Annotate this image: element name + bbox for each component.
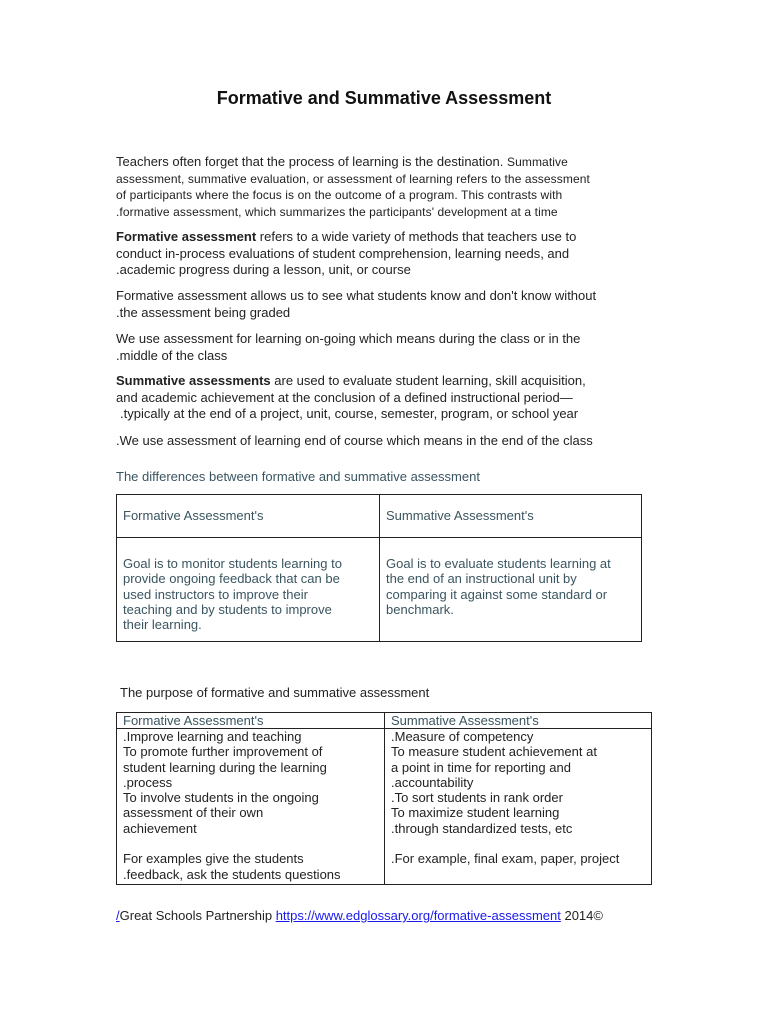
page-title: Formative and Summative Assessment [216, 88, 552, 108]
list-item: student learning during the learning [123, 759, 327, 775]
purpose-header-summative: Summative Assessment's [385, 713, 652, 729]
table-row [117, 713, 652, 729]
summative-term: Summative assessments [116, 373, 271, 388]
assessment-of-paragraph [116, 433, 656, 450]
footer-slash-link[interactable]: / [116, 908, 120, 923]
intro-paragraph [116, 154, 656, 220]
list-item: Goal is to monitor students learning to [123, 556, 342, 571]
list-item: .Measure of competency [391, 729, 534, 744]
differences-table [116, 494, 642, 642]
list-item: .For example, final exam, paper, project [391, 851, 620, 867]
list-item: their learning. [123, 617, 202, 633]
purpose-formative-cell [117, 729, 385, 885]
formative-definition [116, 229, 656, 279]
list-item: the end of an instructional unit by [386, 571, 577, 587]
formative-allows-paragraph [116, 288, 656, 321]
intro-line-3: of participants where the focus is on the outcome of a program. This contrasts with [116, 188, 563, 202]
intro-line-4: .formative assessment, which summarizes the participants' development at a time [116, 204, 558, 219]
formative-def-line-1: refers to a wide variety of methods that teachers use to [256, 229, 577, 244]
purpose-summative-cell [385, 729, 652, 885]
list-item: Goal is to evaluate students learning at [386, 556, 611, 571]
list-item: For examples give the students [123, 851, 304, 867]
purpose-caption: The purpose of formative and summative assessment [120, 685, 430, 700]
list-item: To maximize student learning [391, 805, 560, 821]
formative-allows-line-2: .the assessment being graded [116, 304, 291, 320]
differences-formative-cell [117, 538, 380, 642]
summative-def-line-2: and academic achievement at the conclusion of a defined instructional period— [116, 389, 573, 405]
list-item: benchmark. [386, 601, 454, 617]
differences-caption: The differences between formative and summative assessment [116, 469, 480, 484]
table-row [117, 729, 652, 885]
assessment-for-line-2: .middle of the class [116, 347, 228, 363]
list-item: To involve students in the ongoing [123, 790, 319, 806]
differences-header-formative: Formative Assessment's [117, 495, 380, 538]
list-item: To promote further improvement of [123, 744, 323, 760]
table-row [117, 538, 642, 642]
intro-line-2: assessment, summative evaluation, or assessment of learning refers to the assessment [116, 171, 590, 186]
footer-url-link[interactable]: https://www.edglossary.org/formative-assessment [275, 908, 561, 923]
summative-def-line-1: are used to evaluate student learning, skill acquisition, [270, 373, 586, 388]
formative-def-line-2: conduct in-process evaluations of student comprehension, learning needs, and [116, 245, 570, 261]
list-item: a point in time for reporting and [391, 759, 571, 775]
list-item: used instructors to improve their [123, 586, 308, 602]
list-item: To measure student achievement at [391, 744, 597, 760]
formative-allows-line-1: Formative assessment allows us to see what students know and don't know without [116, 288, 597, 303]
list-item: .feedback, ask the students questions [123, 866, 341, 882]
list-item: .To sort students in rank order [391, 790, 563, 806]
purpose-table [116, 712, 652, 885]
intro-line-1b: Summative [506, 155, 568, 169]
differences-header-summative: Summative Assessment's [380, 495, 642, 538]
list-item: .accountability [391, 774, 474, 790]
list-item: provide ongoing feedback that can be [123, 571, 340, 587]
list-item: teaching and by students to improve [123, 601, 332, 617]
list-item: .Improve learning and teaching [123, 729, 302, 744]
list-item: .process [123, 774, 173, 790]
footer-citation [116, 908, 603, 923]
spacer [123, 836, 378, 851]
summative-definition [116, 373, 656, 423]
spacer [391, 836, 645, 851]
footer-year: 2014© [560, 908, 603, 923]
assessment-of-line-1: .We use assessment of learning end of course which means in the end of the class [116, 433, 593, 448]
list-item: .through standardized tests, etc [391, 820, 573, 836]
differences-summative-cell [380, 538, 642, 642]
footer-source: Great Schools Partnership [119, 908, 276, 923]
assessment-for-line-1: We use assessment for learning on-going which means during the class or in the [116, 331, 581, 346]
purpose-header-formative: Formative Assessment's [117, 713, 385, 729]
summative-def-line-3: .typically at the end of a project, unit, course, semester, program, or school year [120, 406, 579, 421]
list-item: comparing it against some standard or [386, 586, 608, 602]
intro-line-1: Teachers often forget that the process of learning is the destination. [116, 154, 504, 169]
formative-term: Formative assessment [116, 229, 257, 244]
table-row [117, 495, 642, 538]
assessment-for-paragraph [116, 331, 656, 364]
list-item: assessment of their own [123, 805, 264, 821]
formative-def-line-3: .academic progress during a lesson, unit, or course [116, 262, 411, 277]
list-item: achievement [123, 820, 197, 836]
